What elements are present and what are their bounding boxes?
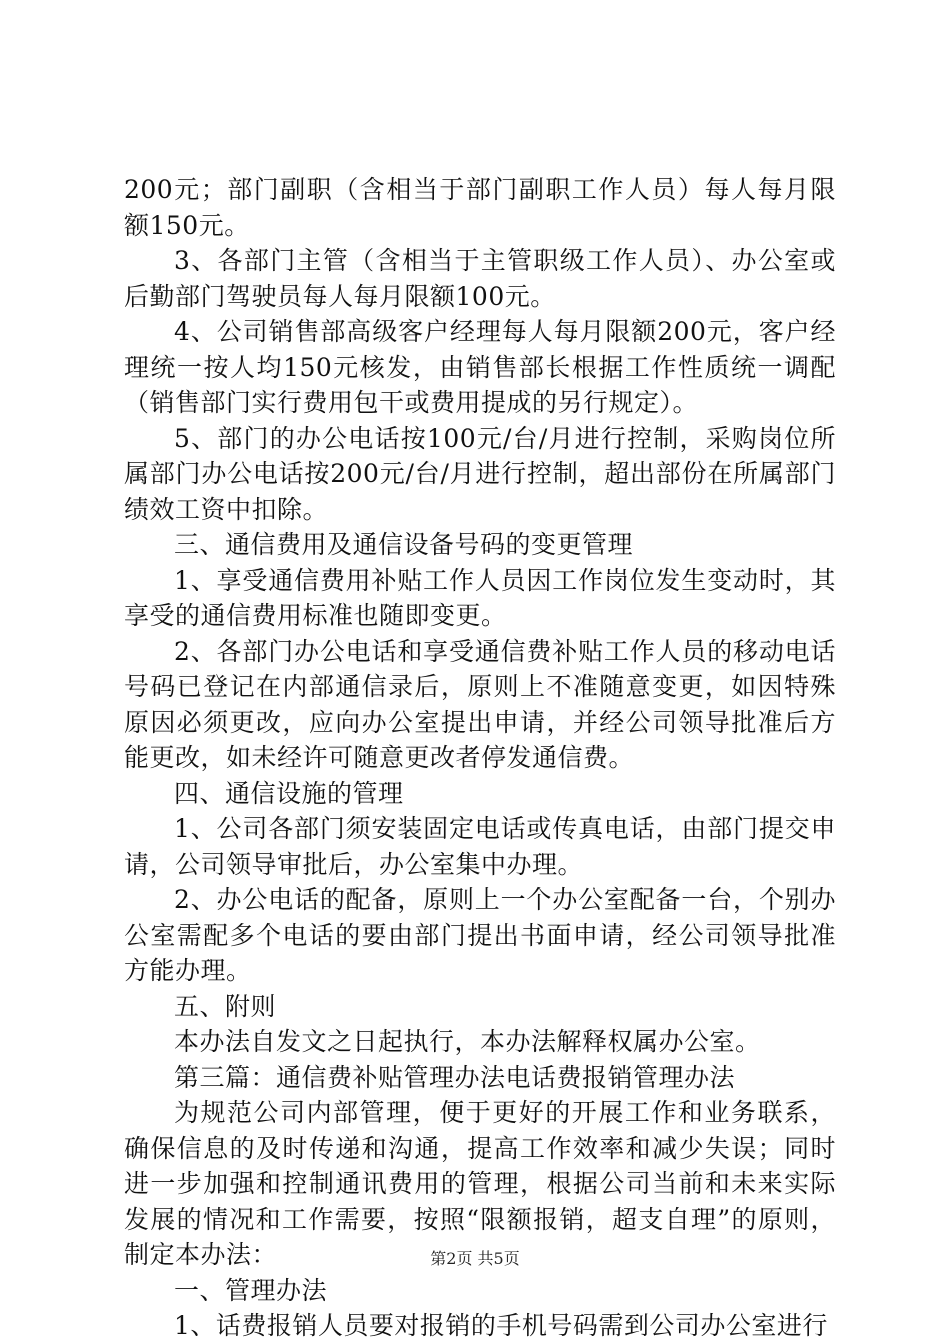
paragraph-4: 5、部门的办公电话按100元/台/月进行控制，采购岗位所属部门办公电话按200元/台/月进行控制，超出部份在所属部门绩效工资中扣除。 <box>124 423 836 524</box>
paragraph-5: 1、享受通信费用补贴工作人员因工作岗位发生变动时，其享受的通信费用标准也随即变更。 <box>124 565 836 630</box>
paragraph-1: 200元；部门副职（含相当于部门副职工作人员）每人每月限额150元。 <box>124 175 836 240</box>
section-heading-1: 一、管理办法 <box>174 1275 328 1305</box>
paragraph-8: 2、办公电话的配备，原则上一个办公室配备一台，个别办公室需配多个电话的要由部门提出书面申请，经公司领导批准方能办理。 <box>124 885 836 985</box>
paragraph-11: 1、话费报销人员要对报销的手机号码需到公司办公室进行 <box>174 1311 828 1340</box>
paragraph-2: 3、各部门主管（含相当于主管职级工作人员）、办公室或后勤部门驾驶员每人每月限额100元。 <box>124 246 836 311</box>
section-heading-5: 五、附则 <box>174 991 277 1021</box>
section-heading-4: 四、通信设施的管理 <box>174 778 404 808</box>
document-body <box>124 172 836 1344</box>
paragraph-9: 本办法自发文之日起执行，本办法解释权属办公室。 <box>174 1027 761 1056</box>
paragraph-3: 4、公司销售部高级客户经理每人每月限额200元，客户经理统一按人均150元核发，由销售部长根据工作性质统一调配（销售部门实行费用包干或费用提成的另行规定）。 <box>124 317 836 417</box>
chapter-heading-3: 第三篇：通信费补贴管理办法电话费报销管理办法 <box>174 1062 736 1092</box>
page-footer: 第2页 共5页 <box>430 1249 520 1268</box>
paragraph-10: 为规范公司内部管理，便于更好的开展工作和业务联系，确保信息的及时传递和沟通，提高工作效率和减少失误；同时进一步加强和控制通讯费用的管理，根据公司当前和未来实际发展的情况和工作需要，按照“限额报销，超支自理”的原则，制定本办法： <box>124 1098 836 1269</box>
paragraph-7: 1、公司各部门须安装固定电话或传真电话，由部门提交申请，公司领导审批后，办公室集中办理。 <box>124 814 836 879</box>
paragraph-6: 2、各部门办公电话和享受通信费补贴工作人员的移动电话号码已登记在内部通信录后，原则上不准随意变更，如因特殊原因必须更改，应向办公室提出申请，并经公司领导批准后方能更改，如未经许可随意更改者停发通信费。 <box>124 636 836 772</box>
section-heading-3: 三、通信费用及通信设备号码的变更管理 <box>174 530 634 559</box>
